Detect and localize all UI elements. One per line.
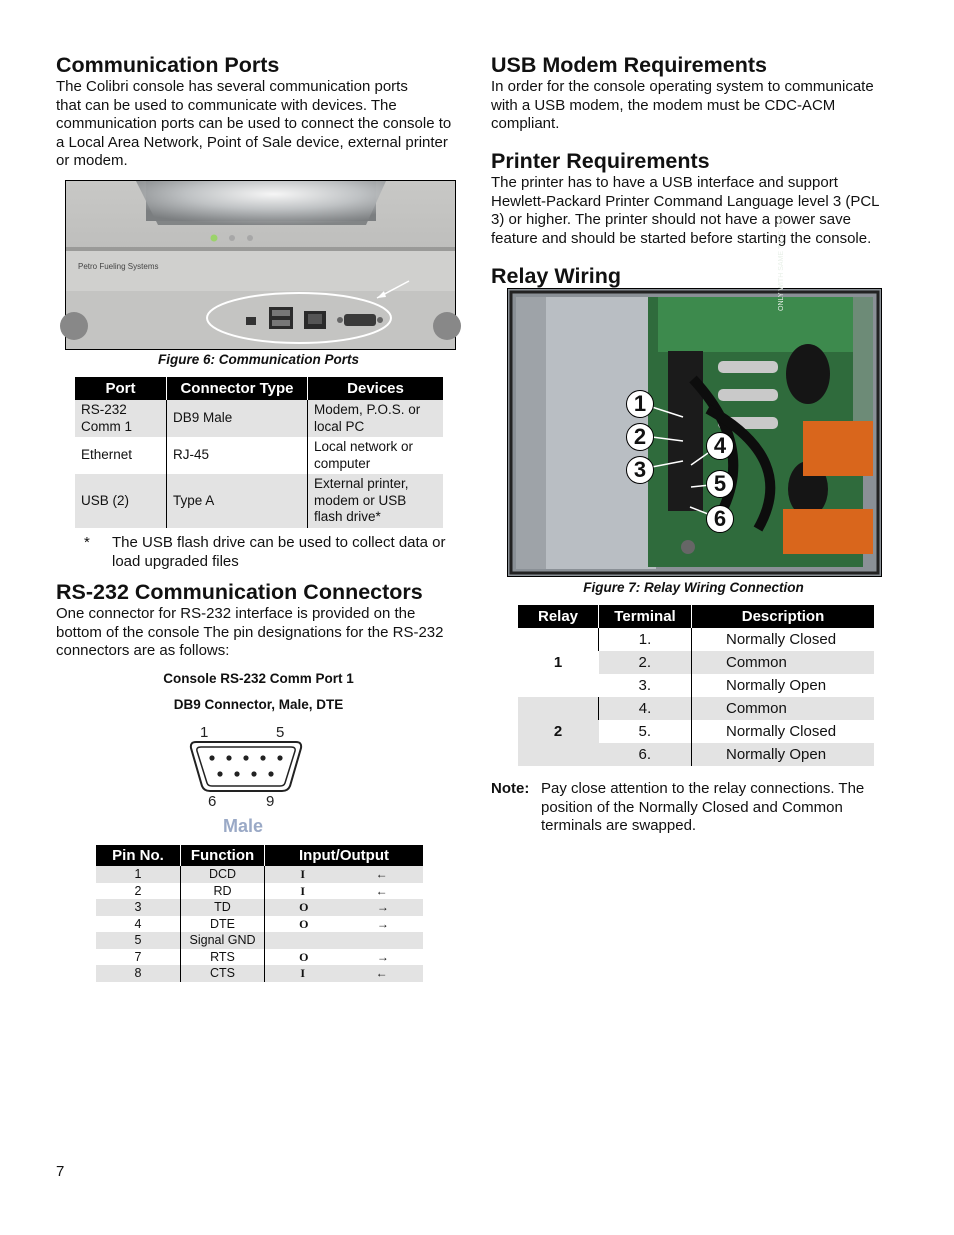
terminal-cell: 2. [599, 651, 692, 674]
io-cell [265, 899, 424, 916]
function-cell: DTE [181, 916, 265, 933]
pin-cell: 2 [134, 883, 142, 898]
terminal-cell: 4. [599, 697, 692, 720]
text-line: feature and should be started before starting the console. [491, 229, 872, 247]
rs232-subtitle-connector: DB9 Connector, Male, DTE [173, 697, 344, 712]
figure-6-caption: Figure 6: Communication Ports [157, 352, 360, 367]
pin-cell: 4 [134, 916, 142, 931]
text-line: 3) or higher. The printer should not have a power save [491, 211, 851, 228]
table-row [96, 949, 423, 966]
usb-modem-heading: USB Modem Requirements [491, 53, 767, 77]
col-header-devices: Devices [308, 377, 444, 400]
function-cell: DCD [181, 866, 265, 883]
photo-brand-text: Petro Fueling Systems [78, 262, 159, 271]
io-cell [265, 965, 424, 982]
table-row [75, 437, 443, 474]
communication-ports-photo [65, 180, 456, 350]
connector-cell: Type A [167, 474, 308, 528]
table-row [96, 916, 423, 933]
connector-cell: DB9 Male [167, 400, 308, 437]
io-code: O [299, 900, 309, 915]
text-line: The printer has to have a USB interface and support [491, 174, 838, 191]
port-cell: Ethernet [81, 447, 133, 463]
text-line: Pay close attention to the relay connections. The [541, 780, 865, 797]
devices-cell: External printer, modem or USB flash drive* [308, 474, 444, 528]
db9-pin-table [96, 845, 423, 982]
text-line: One connector for RS-232 interface is provided on the [56, 605, 416, 622]
description-cell: Normally Open [692, 743, 875, 766]
relay-2-cell: 2 [518, 697, 599, 766]
col-header-terminal: Terminal [599, 605, 692, 628]
pin-cell: 1 [96, 866, 181, 883]
pin-cell: 3 [96, 899, 181, 916]
pin-9-label: 9 [266, 793, 275, 810]
description-cell: Normally Closed [692, 628, 875, 651]
description-cell: Common [692, 697, 875, 720]
port-cell: USB (2) [75, 474, 167, 528]
col-header-description: Description [692, 605, 875, 628]
direction-arrow-icon: ← [375, 867, 388, 882]
devices-cell: Local network or computer [308, 437, 444, 474]
printer-paragraph [491, 174, 901, 248]
table-row [96, 965, 423, 982]
usb-modem-paragraph [491, 78, 901, 134]
io-cell [265, 916, 424, 933]
text-line: communication ports can be used to connect the console to [56, 115, 452, 132]
port-cell: RS-232 Comm 1 [75, 400, 167, 437]
table-row [96, 883, 423, 900]
text-line: with a USB modem, the modem must be CDC-ACM [491, 96, 836, 114]
note-text [541, 780, 901, 836]
relay-1-cell: 1 [553, 654, 563, 671]
function-cell: CTS [181, 965, 265, 982]
callout-6: 6 [706, 505, 734, 533]
text-line: or modem. [56, 152, 128, 169]
relay-callouts [508, 289, 881, 576]
console-photo-illustration [66, 181, 455, 349]
figure-7-caption: Figure 7: Relay Wiring Connection [583, 580, 804, 595]
connector-cell: RJ-45 [167, 437, 308, 474]
terminal-cell: 5. [638, 723, 651, 740]
table-row [518, 628, 874, 651]
rs232-subtitle-port: Console RS-232 Comm Port 1 [163, 671, 354, 686]
text-line: Hewlett-Packard Printer Command Language level 3 (PCL [491, 192, 880, 210]
io-code: O [299, 949, 309, 964]
text-line: position of the Normally Closed and Common [541, 798, 843, 816]
text-line: a Local Area Network, Point of Sale device, external printer [56, 133, 448, 151]
function-cell: RTS [181, 949, 265, 966]
col-header-pin-no: Pin No. [96, 845, 181, 866]
comm-ports-heading: Communication Ports [56, 53, 280, 77]
text-line: connectors are as follows: [56, 642, 230, 659]
io-cell [265, 932, 424, 949]
table-row [96, 932, 423, 949]
text-line: bottom of the console The pin designations for the RS-232 [56, 623, 444, 641]
relay-wiring-heading: Relay Wiring [491, 264, 622, 288]
direction-arrow-icon: ← [375, 966, 388, 981]
io-cell [265, 883, 424, 900]
relay-terminal-table [518, 605, 874, 766]
direction-arrow-icon: → [376, 949, 389, 964]
page-number: 7 [56, 1163, 65, 1180]
text-line: that can be used to communicate with devices. The [56, 96, 397, 114]
pin-cell: 7 [134, 949, 142, 964]
description-cell: Common [692, 651, 875, 674]
io-code: I [300, 883, 305, 898]
terminal-cell: 6. [599, 743, 692, 766]
male-label: Male [223, 816, 264, 836]
pin-1-label: 1 [200, 724, 209, 741]
rs232-paragraph [56, 605, 466, 661]
io-code: I [300, 867, 305, 882]
footnote-marker: * [84, 534, 90, 551]
comm-ports-paragraph [56, 78, 466, 171]
table-row [75, 400, 443, 437]
footnote [112, 534, 472, 571]
table-row [75, 474, 443, 528]
board-label-text: ONLY WITH SAME TYPE AND [778, 214, 785, 311]
col-header-port: Port [75, 377, 167, 400]
callout-3: 3 [626, 456, 654, 484]
text-line: compliant. [491, 115, 560, 132]
io-cell [265, 866, 424, 883]
function-cell: RD [181, 883, 265, 900]
pin-cell: 5 [96, 932, 181, 949]
callout-1: 1 [626, 390, 654, 418]
pin-cell: 8 [96, 965, 181, 982]
description-cell: Normally Open [692, 674, 875, 697]
direction-arrow-icon: → [376, 900, 389, 915]
callout-lines [508, 289, 881, 576]
terminal-cell: 3. [638, 677, 651, 694]
direction-arrow-icon: ← [375, 883, 388, 898]
table-row [518, 697, 874, 720]
description-cell: Normally Closed [692, 720, 875, 743]
callout-4: 4 [706, 432, 734, 460]
db9-connector-icon [184, 720, 314, 838]
function-cell: TD [181, 899, 265, 916]
pin-5-label: 5 [276, 724, 285, 741]
terminal-cell: 1. [599, 628, 692, 651]
io-code: I [300, 966, 305, 981]
communication-ports-table [75, 377, 443, 528]
db9-connector-diagram [184, 720, 314, 838]
pin-6-label: 6 [208, 793, 217, 810]
text-line: The Colibri console has several communication ports [56, 78, 408, 95]
table-row [96, 899, 423, 916]
text-line: terminals are swapped. [541, 817, 697, 834]
devices-cell: Modem, P.O.S. or local PC [308, 400, 444, 437]
text-line: In order for the console operating system to communicate [491, 78, 874, 95]
io-code: O [299, 916, 309, 931]
col-header-relay: Relay [518, 605, 599, 628]
printer-heading: Printer Requirements [491, 149, 710, 173]
table-row [96, 866, 423, 883]
direction-arrow-icon: → [376, 916, 389, 931]
function-cell: Signal GND [181, 932, 265, 949]
col-header-connector-type: Connector Type [167, 377, 308, 400]
text-line: The USB flash drive can be used to collect data or [112, 534, 446, 551]
text-line: load upgraded files [112, 552, 239, 570]
note-label: Note: [491, 780, 530, 797]
col-header-function: Function [181, 845, 265, 866]
callout-2: 2 [626, 423, 654, 451]
callout-5: 5 [706, 470, 734, 498]
io-cell [265, 949, 424, 966]
rs232-heading: RS-232 Communication Connectors [56, 580, 423, 604]
col-header-input-output: Input/Output [265, 845, 424, 866]
